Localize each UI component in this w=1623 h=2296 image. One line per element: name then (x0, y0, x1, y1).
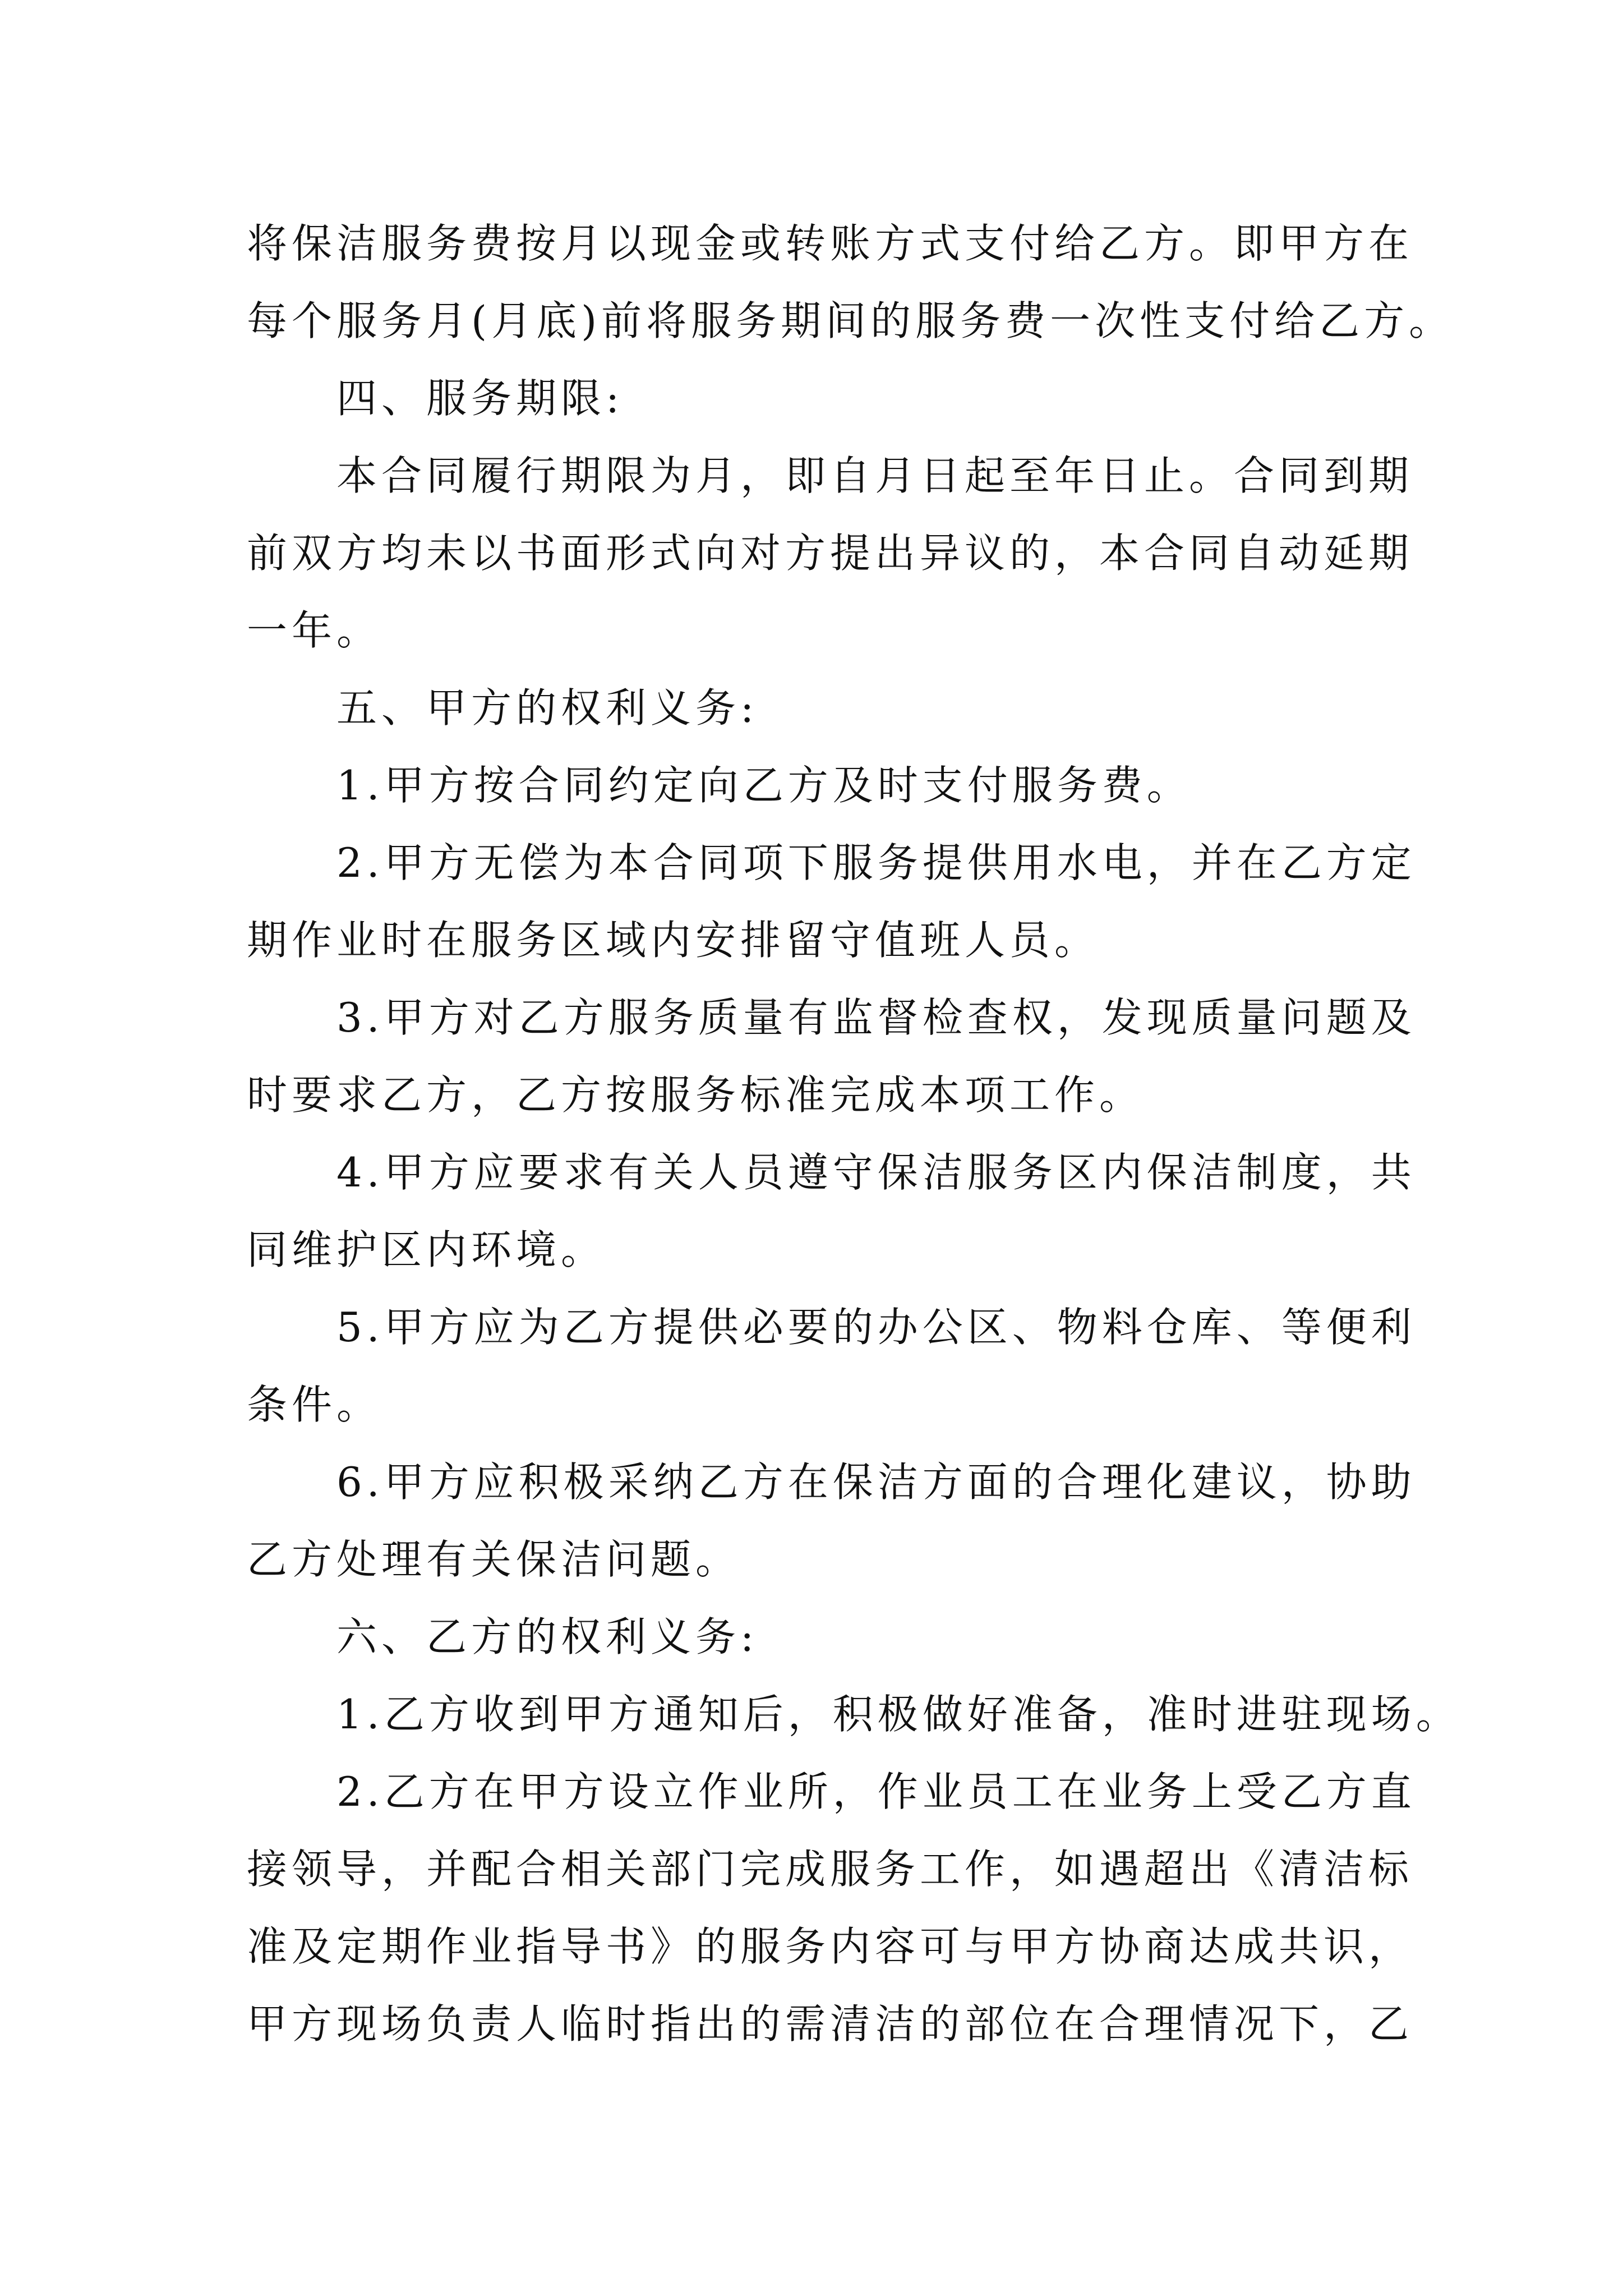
paragraph-10-line-2: 乙方处理有关保洁问题。 (247, 1536, 741, 1583)
paragraph-5-line-1: 1.甲方按合同约定向乙方及时支付服务费。 (336, 762, 1192, 809)
paragraph-6-line-2: 期作业时在服务区域内安排留守值班人员。 (247, 917, 1100, 964)
paragraph-13-line-2: 接领导，并配合相关部门完成服务工作，如遇超出《清洁标 (247, 1846, 1414, 1893)
paragraph-7-line-1: 3.甲方对乙方服务质量有监督检查权，发现质量问题及 (336, 994, 1416, 1041)
paragraph-8-line-2: 同维护区内环境。 (247, 1226, 606, 1273)
paragraph-6-line-1: 2.甲方无偿为本合同项下服务提供用水电，并在乙方定 (336, 839, 1416, 886)
section-heading-6: 六、乙方的权利义务: (336, 1613, 759, 1660)
paragraph-12-line-1: 1.乙方收到甲方通知后，积极做好准备，准时进驻现场。 (336, 1691, 1461, 1738)
paragraph-8-line-1: 4.甲方应要求有关人员遵守保洁服务区内保洁制度，共 (336, 1149, 1416, 1196)
section-heading-5: 五、甲方的权利义务: (336, 684, 759, 731)
section-heading-4: 四、服务期限: (336, 375, 624, 422)
paragraph-7-line-2: 时要求乙方，乙方按服务标准完成本项工作。 (247, 1071, 1145, 1119)
paragraph-1-line-2: 每个服务月(月底)前将服务期间的服务费一次性支付给乙方。 (247, 297, 1454, 344)
paragraph-3-line-3: 一年。 (247, 607, 382, 654)
paragraph-9-line-1: 5.甲方应为乙方提供必要的办公区、物料仓库、等便利 (336, 1304, 1416, 1351)
paragraph-13-line-1: 2.乙方在甲方设立作业所，作业员工在业务上受乙方直 (336, 1768, 1416, 1815)
paragraph-13-line-3: 准及定期作业指导书》的服务内容可与甲方协商达成共识， (247, 1923, 1414, 1970)
paragraph-1-line-1: 将保洁服务费按月以现金或转账方式支付给乙方。即甲方在 (247, 220, 1414, 267)
paragraph-9-line-2: 条件。 (247, 1381, 382, 1428)
paragraph-3-line-2: 前双方均未以书面形式向对方提出异议的，本合同自动延期 (247, 530, 1414, 577)
paragraph-13-line-4: 甲方现场负责人临时指出的需清洁的部位在合理情况下，乙 (247, 2000, 1414, 2047)
paragraph-10-line-1: 6.甲方应积极采纳乙方在保洁方面的合理化建议，协助 (336, 1458, 1416, 1506)
paragraph-3-line-1: 本合同履行期限为月，即自月日起至年日止。合同到期 (336, 452, 1414, 499)
